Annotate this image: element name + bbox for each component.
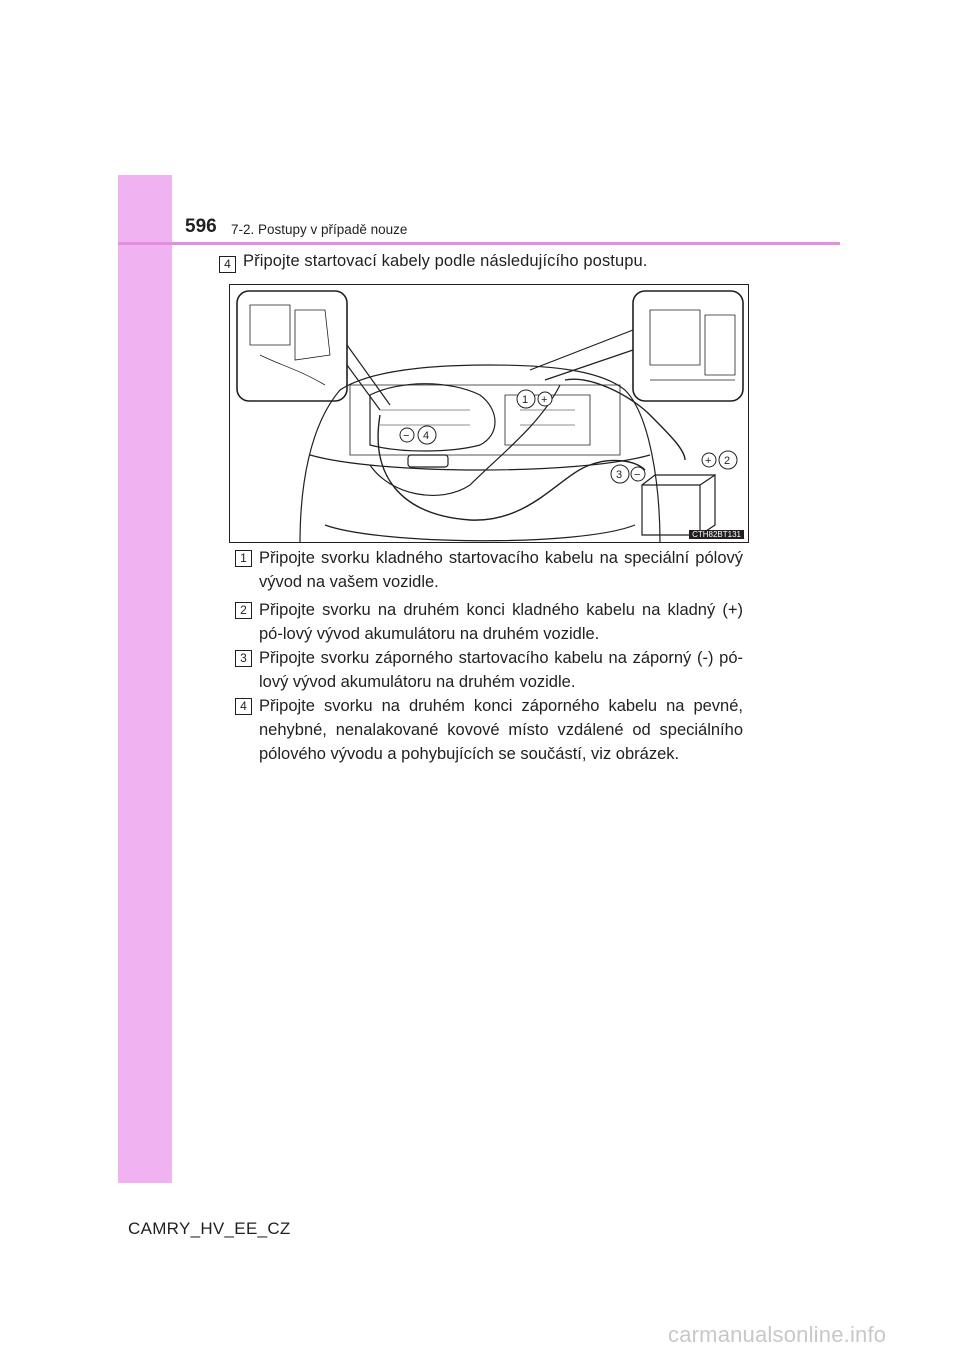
item-number-box: 3 (235, 650, 252, 667)
item-number-box: 1 (235, 550, 252, 567)
figure-code: CTH82BT131 (689, 530, 744, 539)
minus-sign-2: − (403, 430, 410, 442)
minus-sign-1: − (634, 469, 641, 481)
item-number-box: 4 (235, 698, 252, 715)
item-number-box: 2 (235, 602, 252, 619)
page-number: 596 (185, 216, 217, 237)
plus-sign-2: + (705, 455, 712, 467)
document-code: CAMRY_HV_EE_CZ (128, 1219, 291, 1238)
callout-4: 4 (423, 430, 430, 442)
step-instruction: Připojte startovací kabely podle následujícího postupu. (243, 252, 648, 270)
item-text: Připojte svorku záporného startovacího kabelu na záporný (-) pó-lový vývod akumulátoru na druhém vozidle. (259, 649, 743, 691)
plus-sign-1: + (541, 394, 548, 406)
item-text: Připojte svorku na druhém konci záporného kabelu na pevné, nehybné, nenalakované kovové místo vzdálené od speciálního pólového vývodu a pohybujících se součástí, viz obrázek. (259, 697, 743, 763)
chapter-sidebar-tab (118, 175, 172, 1183)
callout-3: 3 (616, 469, 623, 481)
engine-bay-drawing (230, 285, 748, 542)
section-title: 7-2. Postupy v případě nouze (231, 222, 408, 237)
jump-start-illustration (229, 284, 749, 543)
watermark: carmanualsonline.info (668, 1322, 887, 1347)
callout-1: 1 (522, 394, 529, 406)
item-text: Připojte svorku kladného startovacího kabelu na speciální pólový vývod na vašem vozidle. (259, 549, 743, 591)
header-rule (118, 242, 840, 245)
item-text: Připojte svorku na druhém konci kladného kabelu na kladný (+) pó-lový vývod akumulátoru na druhém vozidle. (259, 601, 743, 643)
callout-2: 2 (724, 455, 731, 467)
step-number-box: 4 (219, 256, 236, 273)
